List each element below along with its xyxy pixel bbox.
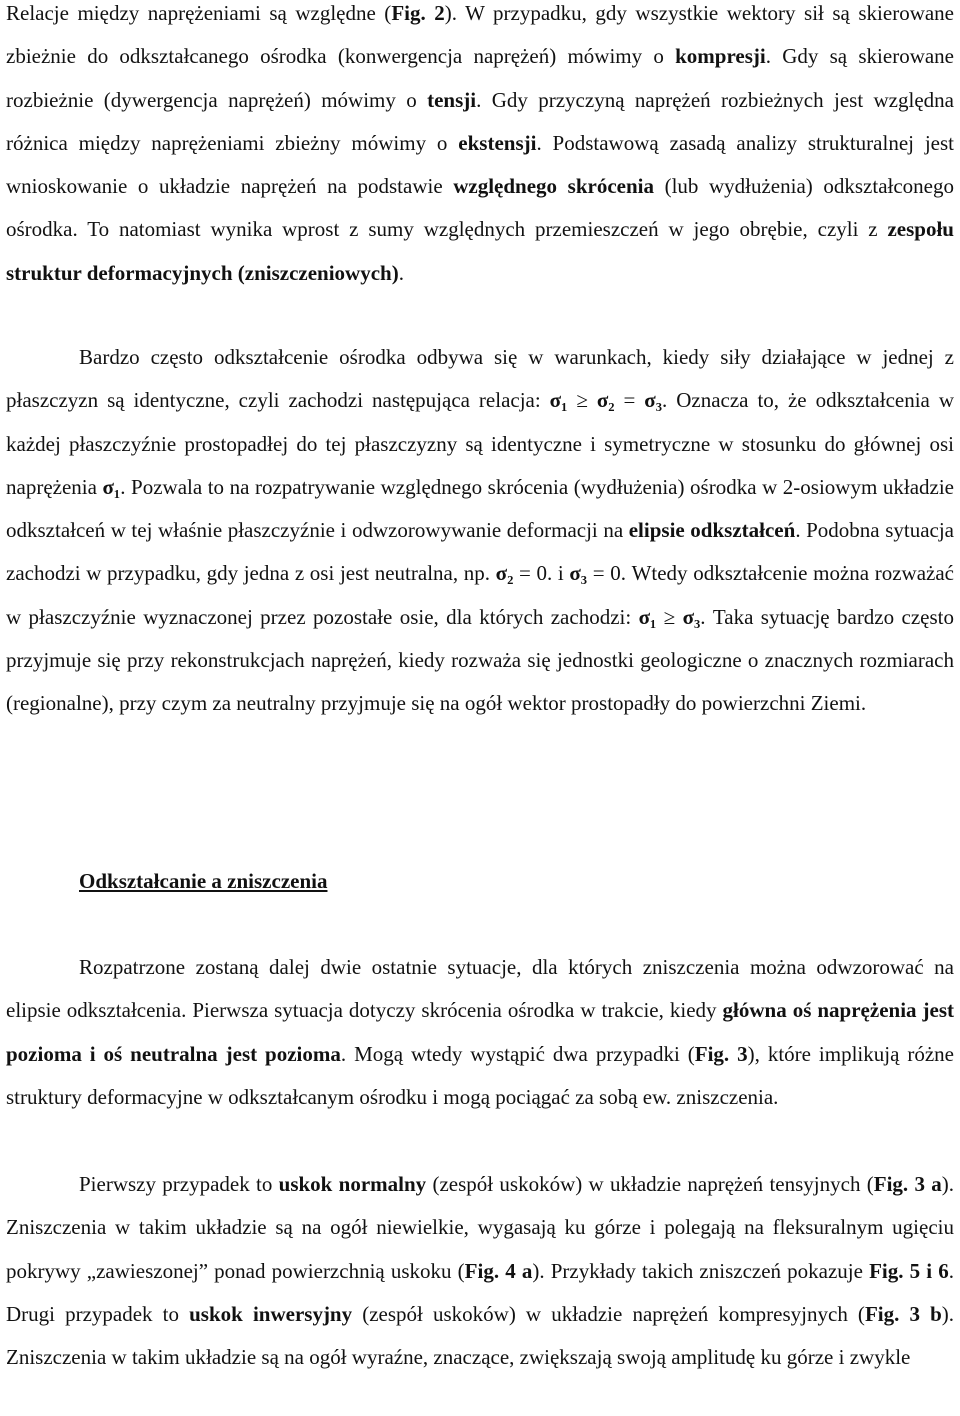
text-run: . Drugi przypadek to [6,1258,954,1326]
paragraph-stress-relations [6,0,954,295]
text-run: ). W przypadku, gdy wszystkie wektory sił są skierowane zbieżnie do odkształcanego ośrodka (konwergencja naprężeń) mówimy o [6,1,954,69]
bold-term: Fig. 2 [391,1,445,25]
bold-term: Fig. 3 a [873,1172,942,1196]
text-run: . [398,260,404,285]
text-run: ). Przykłady takich zniszczeń pokazuje [532,1258,870,1283]
bold-term: uskok inwersyjny [189,1301,353,1326]
paragraph-plane-strain [6,336,954,726]
text-run: ≥ [567,388,597,413]
text-run: . Mogą wtedy wystąpić dwa przypadki ( [340,1041,695,1066]
bold-term: względnego skrócenia [453,174,654,199]
bold-term: elipsie odkształceń [628,518,796,543]
text-run: = [614,388,645,413]
text-run: ), które implikują różne struktury deformacyjne w odkształcanym ośrodku i mogą pociągać za sobą ew. zniszczenia. [6,1041,954,1109]
bold-term: kompresji [675,44,766,69]
text-run: . Podstawową zasadą analizy strukturalnej jest wnioskowanie o układzie naprężeń na podstawie [6,130,955,199]
bold-term: zespołu struktur deformacyjnych (zniszczeniowych) [6,217,954,285]
bold-term: Fig. 3 b [864,1301,942,1326]
text-run: Relacje między naprężeniami są względne ( [6,1,392,25]
text-run: (zespół uskoków) w układzie naprężeń kompresyjnych ( [352,1301,865,1326]
text-run: . Gdy są skierowane rozbieżnie (dywergencja naprężeń) mówimy o [6,44,954,112]
paragraph-fault-types [6,1163,954,1379]
bold-term: σ₂ [596,388,615,413]
bold-term: σ₃ [682,604,701,629]
bold-term: σ₁ [102,474,121,499]
section-heading: Odkształcanie a zniszczenia [79,869,328,893]
text-run: . Podobna sytuacja zachodzi w przypadku, gdy jedna z osi jest neutralna, np. [6,518,955,586]
text-run: Rozpatrzone zostaną dalej dwie ostatnie sytuacje, dla których zniszczenia można odwzorować na elipsie odkształcenia. Pierwsza sytuacja dotyczy skrócenia ośrodka w trakcie, kiedy [6,955,954,1023]
bold-term: główna oś naprężenia jest pozioma i oś neutralna jest pozioma [6,998,954,1066]
bold-term: σ₃ [644,388,663,413]
bold-term: tensji [427,87,477,112]
text-run: (zespół uskoków) w układzie naprężeń tensyjnych ( [426,1172,874,1196]
text-run: ≥ [656,604,683,629]
bold-term: σ₁ [549,388,568,413]
bold-term: Fig. 5 i 6 [869,1258,949,1283]
text-run: Bardzo często odkształcenie ośrodka odbywa się w warunkach, kiedy siły działające w jednej z płaszczyzn są identyczne, czyli zachodzi następująca relacja: [6,345,954,413]
text-run: . Pozwala to na rozpatrywanie względnego skrócenia (wydłużenia) ośrodka w 2-osiowym układzie odkształceń w tej właśnie płaszczyźnie i odwzorowywanie deformacji na [6,474,954,543]
bold-term: ekstensji [458,130,537,155]
bold-term: σ₃ [569,561,588,586]
text-run: . Gdy przyczyną naprężeń rozbieżnych jest względna różnica między naprężeniami zbieżny mówimy o [6,87,954,155]
text-run: Pierwszy przypadek to [79,1172,279,1196]
text-run: = 0. i [513,561,570,586]
text-run: (lub wydłużenia) odkształconego ośrodka. To natomiast wynika wprost z sumy względnych przemieszczeń w jego obrębie, czyli z [6,174,954,242]
bold-term: uskok normalny [278,1172,427,1196]
bold-term: σ₂ [495,561,514,586]
bold-term: Fig. 4 a [464,1258,533,1283]
bold-term: σ₁ [638,604,657,629]
bold-term: Fig. 3 [694,1041,748,1066]
text-run: . Oznacza to, że odkształcenia w każdej płaszczyźnie prostopadłej do tej płaszczyzny są identyczne i symetryczne w stosunku do głównej osi naprężenia [6,388,954,499]
text-run: ). Zniszczenia w takim układzie są na ogół niewielkie, wygasają ku górze i polegają na fleksuralnym ugięciu pokrywy „zawieszonej” ponad powierzchnią uskoku ( [6,1172,954,1283]
text-run: = 0. Wtedy odkształcenie można rozważać w płaszczyźnie wyznaczonej przez pozostałe osie, dla których zachodzi: [6,561,954,629]
text-run: . Taka sytuację bardzo często przyjmuje się przy rekonstrukcjach naprężeń, kiedy rozważa się jednostki geologiczne o znacznych rozmiarach (regionalne), przy czym za neutralny przyjmuje się na ogół wektor prostopadły do powierzchni Ziemi. [6,604,954,716]
paragraph-deformation-cases [6,946,954,1119]
text-run: ). Zniszczenia w takim układzie są na ogół wyraźne, znaczące, zwiększają swoją amplitudę ku górze i zwykle [6,1301,955,1370]
